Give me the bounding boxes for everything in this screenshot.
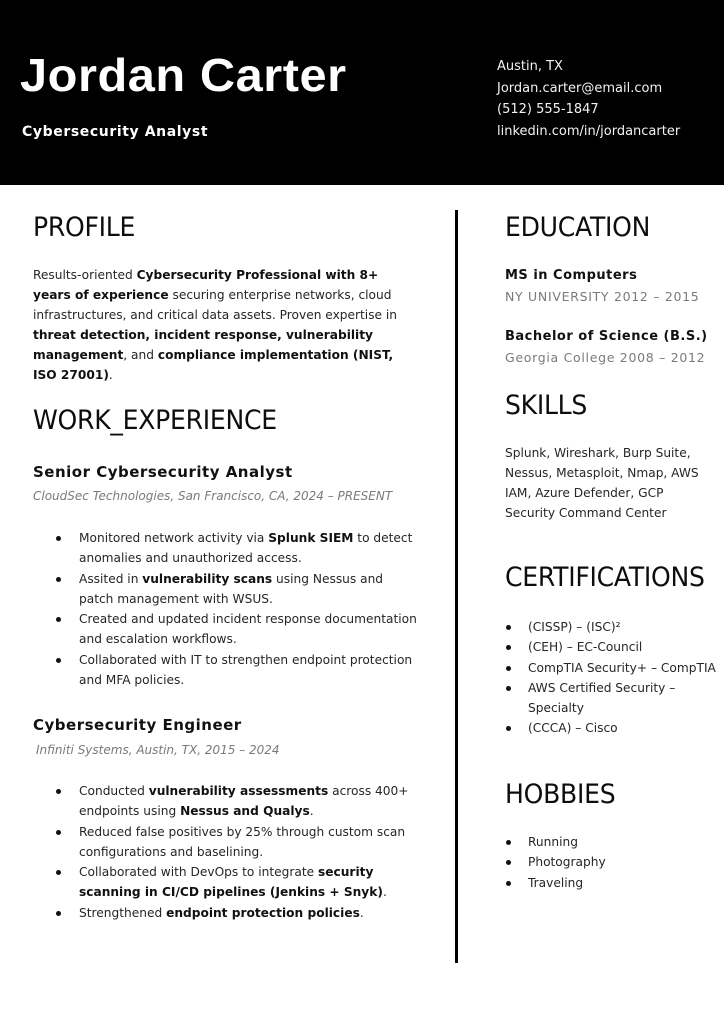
list-item: Monitored network activity via Splunk SIEM to detect anomalies and unauthorized access. — [33, 528, 418, 569]
profile-text: . — [108, 368, 113, 382]
list-item: AWS Certified Security – Specialty — [505, 678, 720, 719]
education-degree: MS in Computers — [505, 268, 638, 283]
list-item: Assited in vulnerability scans using Nessus and patch management with WSUS. — [33, 569, 418, 610]
profile-heading: PROFILE — [33, 212, 136, 243]
job-bullets — [33, 781, 418, 923]
job-meta: CloudSec Technologies, San Francisco, CA, 2024 – PRESENT — [33, 489, 393, 503]
profile-emphasis: Cybersecurity Professional with 8+ years of experience — [33, 268, 379, 302]
profile-emphasis: compliance implementation (NIST, ISO 27001) — [33, 348, 394, 382]
education-degree: Bachelor of Science (B.S.) — [505, 329, 708, 344]
list-item: Collaborated with IT to strengthen endpoint protection and MFA policies. — [33, 650, 418, 691]
job-meta: Infiniti Systems, Austin, TX, 2015 – 2024 — [36, 743, 280, 757]
education-heading: EDUCATION — [505, 212, 651, 243]
profile-text: , and — [123, 348, 158, 362]
work-experience-heading: WORK_EXPERIENCE — [33, 405, 277, 436]
contact-linkedin: linkedin.com/in/jordancarter — [497, 123, 681, 139]
contact-email: Jordan.carter@email.com — [497, 80, 663, 96]
profile-emphasis: threat detection, incident response, vulnerability management — [33, 328, 373, 362]
job-title: Senior Cybersecurity Analyst — [33, 463, 293, 481]
hobbies-list — [505, 832, 720, 893]
list-item: Conducted vulnerability assessments across 400+ endpoints using Nessus and Qualys. — [33, 781, 418, 822]
list-item: Created and updated incident response documentation and escalation workflows. — [33, 609, 418, 650]
list-item: Traveling — [505, 873, 720, 893]
skills-heading: SKILLS — [505, 390, 588, 421]
list-item: Running — [505, 832, 720, 852]
job-bullets — [33, 528, 418, 690]
certifications-heading: CERTIFICATIONS — [505, 562, 705, 593]
list-item: Collaborated with DevOps to integrate security scanning in CI/CD pipelines (Jenkins + Snyk). — [33, 862, 418, 903]
list-item: CompTIA Security+ – CompTIA — [505, 658, 720, 678]
education-school: Georgia College 2008 – 2012 — [505, 350, 706, 365]
job-title: Cybersecurity Engineer — [33, 716, 242, 734]
list-item: (CEH) – EC-Council — [505, 637, 720, 657]
list-item: Photography — [505, 852, 720, 872]
list-item: Strengthened endpoint protection policies. — [33, 903, 418, 923]
profile-summary — [33, 265, 413, 385]
contact-block — [497, 56, 680, 142]
list-item: (CCCA) – Cisco — [505, 718, 720, 738]
list-item: Reduced false positives by 25% through custom scan configurations and baselining. — [33, 822, 418, 863]
certifications-list — [505, 617, 720, 739]
candidate-name: Jordan Carter — [20, 49, 347, 101]
profile-text: securing enterprise networks, cloud infrastructures, and critical data assets. Proven expertise in — [33, 288, 398, 322]
education-school: NY UNIVERSITY 2012 – 2015 — [505, 289, 700, 304]
resume-header — [0, 0, 724, 185]
contact-location: Austin, TX — [497, 59, 563, 74]
column-divider — [455, 210, 458, 963]
list-item: (CISSP) – (ISC)² — [505, 617, 720, 637]
skills-list: Splunk, Wireshark, Burp Suite, Nessus, Metasploit, Nmap, AWS IAM, Azure Defender, GCP Security Command Center — [505, 446, 699, 520]
candidate-title: Cybersecurity Analyst — [22, 124, 209, 140]
profile-text: Results-oriented — [33, 268, 137, 282]
contact-phone: (512) 555-1847 — [497, 102, 599, 117]
hobbies-heading: HOBBIES — [505, 779, 616, 810]
